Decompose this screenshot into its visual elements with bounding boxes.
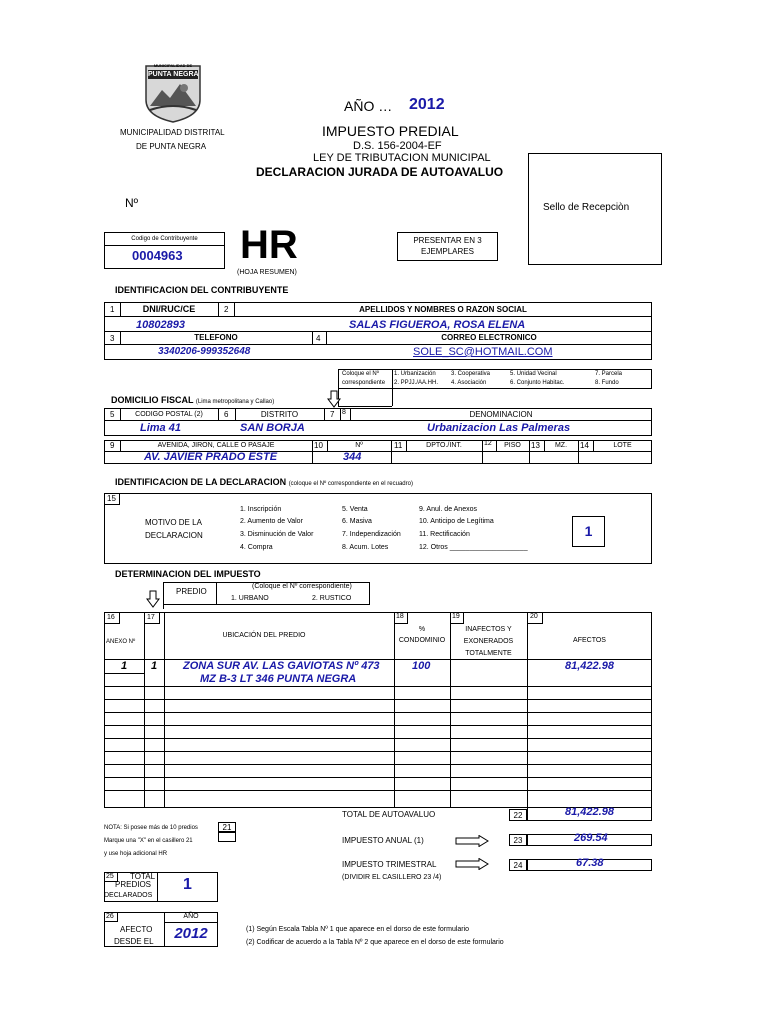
total-predios-label-3: DECLARADOS: [104, 892, 153, 899]
footnote-1: (1) Según Escala Tabla Nº 1 que aparece en el dorso de este formulario: [246, 926, 470, 933]
box-number: 21: [218, 822, 236, 832]
declaration-option: 4. Compra: [240, 544, 273, 551]
box-number: 4: [316, 334, 321, 343]
dni-value: 10802893: [136, 319, 185, 331]
row-afectos: 81,422.98: [565, 660, 614, 672]
box-number: 5: [110, 410, 115, 419]
box-number: 13: [531, 441, 540, 450]
address-type-item: 4. Asociación: [451, 380, 487, 386]
street-value: AV. JAVIER PRADO ESTE: [144, 451, 278, 463]
declaration-box: [104, 493, 652, 564]
more-predios-checkbox[interactable]: [218, 832, 236, 842]
row-pct: 100: [412, 660, 431, 672]
box-number: 16: [107, 614, 115, 621]
present-line2: EJEMPLARES: [421, 247, 474, 256]
dni-label: DNI/RUC/CE: [142, 304, 196, 314]
predio-option-urbano: 1. URBANO: [231, 595, 269, 602]
declaration-option: 1. Inscripción: [240, 506, 282, 513]
address-section-note: (Lima metropolitana y Callao): [195, 399, 275, 405]
row-location-1: ZONA SUR AV. LAS GAVIOTAS Nº 473: [183, 660, 380, 672]
declaration-option: 9. Anul. de Anexos: [419, 506, 477, 513]
box-number: 24: [509, 859, 527, 871]
col-pct: %: [418, 626, 426, 633]
predio-option-rustico: 2. RUSTICO: [312, 595, 352, 602]
piso-label: PISO: [504, 442, 521, 449]
footnote-2: (2) Codificar de acuerdo a la Tabla Nº 2 que aparece en el dorso de este formulario: [246, 939, 504, 946]
annual-tax-label: IMPUESTO ANUAL (1): [342, 836, 424, 845]
dpto-label: DPTO./INT.: [426, 442, 462, 449]
box-number: 14: [580, 441, 589, 450]
email-value: SOLE_SC@HOTMAIL.COM: [413, 346, 553, 358]
declaration-section-title-text: IDENTIFICACION DE LA DECLARACION: [115, 477, 287, 487]
col-anexo: ANEXO Nº: [106, 639, 136, 645]
quarterly-tax-note: (DIVIDIR EL CASILLERO 23 /4): [342, 874, 442, 881]
total-autoavaluo-label: TOTAL DE AUTOAVALUO: [342, 810, 436, 819]
row-col17: 1: [150, 660, 158, 672]
address-type-item: 3. Cooperativa: [451, 371, 491, 377]
declaration-section-title: [115, 477, 413, 487]
col-ubicacion: UBICACIÓN DEL PREDIO: [222, 632, 306, 639]
note-line2: Marque una "X" en el casillero 21: [104, 838, 193, 844]
contributor-code-label: Codigo de Contribuyente: [131, 236, 198, 242]
row-anexo: 1: [120, 660, 128, 672]
box-number: 12: [484, 440, 492, 447]
annual-tax-value: 269.54: [574, 832, 608, 844]
quarterly-tax-label: IMPUESTO TRIMESTRAL: [342, 860, 437, 869]
declaration-option: 6. Masiva: [342, 518, 372, 525]
address-type-item: 7. Parcela: [595, 371, 623, 377]
municipality-line1: MUNICIPALIDAD DISTRITAL: [120, 128, 225, 137]
right-arrow-icon: [455, 834, 489, 846]
declaration-option: 7. Independización: [342, 531, 401, 538]
denomination-label: DENOMINACION: [469, 410, 533, 419]
col-afectos: AFECTOS: [573, 637, 606, 644]
total-predios-value: 1: [183, 876, 192, 893]
afecto-label: AFECTO: [120, 925, 153, 934]
predio-label: PREDIO: [176, 587, 207, 596]
phone-value: 3340206-999352648: [158, 346, 251, 357]
postal-value: Lima 41: [140, 422, 181, 434]
motive-line1: MOTIVO DE LA: [145, 518, 202, 527]
box-number: 25: [106, 873, 114, 880]
total-predios-label-2: PREDIOS: [115, 880, 152, 889]
mz-label: MZ.: [554, 442, 568, 449]
declaration-option: 5. Venta: [342, 506, 368, 513]
box-number: 23: [509, 834, 527, 846]
street-label: AVENIDA, JIRON, CALLE O PASAJE: [157, 442, 275, 449]
box-number: 20: [530, 613, 538, 620]
declaration-option: 12. Otros ____________________: [419, 544, 528, 551]
logo-name-text: PUNTA NEGRA: [148, 71, 199, 78]
col-condominio: CONDOMINIO: [398, 637, 446, 644]
key-note-2: correspondiente: [342, 380, 386, 386]
box-number: 19: [452, 613, 460, 620]
declaration-section-note: (coloque el Nº correspondiente en el recuadro): [288, 481, 413, 487]
motive-line2: DECLARACION: [145, 531, 203, 540]
note-line3: y use hoja adicional HR: [104, 851, 168, 857]
district-label: DISTRITO: [260, 410, 299, 419]
number-label-addr: Nº: [355, 442, 363, 449]
quarterly-tax-value: 67.38: [576, 857, 604, 869]
note-line1: NOTA: Si posee más de 10 predios: [104, 825, 198, 831]
declaration-value: 1: [584, 523, 593, 539]
number-value: 344: [343, 451, 362, 463]
desde-label: DESDE EL: [114, 937, 154, 946]
present-line1: PRESENTAR EN 3: [413, 236, 482, 245]
municipality-line2: DE PUNTA NEGRA: [136, 142, 207, 151]
name-value: SALAS FIGUEROA, ROSA ELENA: [349, 319, 526, 331]
tax-section-title: DETERMINACION DEL IMPUESTO: [115, 569, 261, 579]
contributor-section-title: IDENTIFICACION DEL CONTRIBUYENTE: [115, 285, 289, 295]
down-arrow-icon: [146, 590, 160, 608]
col-inafectos-2: EXONERADOS: [463, 638, 514, 645]
declaration-option: 3. Disminución de Valor: [240, 531, 314, 538]
row-location-2: MZ B-3 LT 346 PUNTA NEGRA: [200, 673, 357, 685]
form-title: DECLARACION JURADA DE AUTOAVALUO: [256, 165, 504, 179]
col-inafectos-3: TOTALMENTE: [465, 650, 512, 657]
email-label: CORREO ELECTRONICO: [441, 333, 537, 342]
total-predios-label-1: TOTAL: [130, 872, 156, 881]
declaration-option: 10. Anticipo de Legítima: [419, 518, 494, 525]
box-number: 18: [396, 613, 404, 620]
afecto-year-value: 2012: [174, 925, 208, 942]
box-number: 22: [509, 809, 527, 821]
decree-text: D.S. 156-2004-EF: [353, 140, 442, 152]
box-number: 17: [147, 614, 155, 621]
box-number: 9: [110, 441, 115, 450]
key-note-1: Coloque el Nº: [342, 371, 379, 377]
down-arrow-icon: [327, 390, 341, 408]
year-label: AÑO …: [344, 98, 393, 114]
denomination-value: Urbanizacion Las Palmeras: [427, 422, 571, 434]
contributor-code-value: 0004963: [132, 248, 183, 263]
name-label: APELLIDOS Y NOMBRES O RAZON SOCIAL: [359, 305, 527, 314]
box-number: 8: [342, 409, 346, 416]
box-number: 1: [110, 305, 115, 314]
box-number: 7: [330, 410, 335, 419]
right-arrow-icon: [455, 857, 489, 869]
address-type-item: 8. Fundo: [595, 380, 619, 386]
box-number: 6: [224, 410, 229, 419]
hr-title: HR: [240, 223, 298, 267]
postal-label: CODIGO POSTAL (2): [135, 411, 203, 418]
col-inafectos-1: INAFECTOS Y: [465, 626, 512, 633]
lote-label: LOTE: [613, 442, 632, 449]
box-number: 3: [110, 334, 115, 343]
declaration-option: 2. Aumento de Valor: [240, 518, 303, 525]
box-number: 11: [394, 441, 403, 450]
box-number: 10: [314, 441, 323, 450]
logo-top-text: MUNICIPALIDAD DE: [153, 63, 193, 68]
declaration-option: 11. Rectificación: [419, 531, 470, 538]
law-text: LEY DE TRIBUTACION MUNICIPAL: [313, 152, 491, 164]
address-type-item: 5. Unidad Vecinal: [510, 371, 557, 377]
box-number: 2: [224, 305, 229, 314]
form-tax-title: IMPUESTO PREDIAL: [322, 123, 459, 139]
box-number: 26: [106, 913, 114, 920]
phone-label: TELEFONO: [194, 333, 238, 342]
address-type-item: 2. PPJJ./AA.HH.: [394, 380, 439, 386]
number-label: Nº: [125, 196, 139, 210]
declaration-option: 8. Acum. Lotes: [342, 544, 389, 551]
box-number: 15: [107, 494, 116, 503]
reception-stamp-label: Sello de Recepciòn: [543, 202, 630, 213]
district-value: SAN BORJA: [240, 422, 305, 434]
afecto-year-label: AÑO: [183, 913, 199, 920]
predio-note: (Coloque el Nº correspondiente): [252, 583, 352, 590]
year-value: 2012: [409, 96, 445, 113]
address-type-item: 6. Conjunto Habitac.: [510, 380, 565, 386]
address-section-title: [111, 395, 274, 405]
hr-subtitle: (HOJA RESUMEN): [237, 269, 297, 276]
total-autoavaluo-value: 81,422.98: [565, 806, 614, 818]
address-type-item: 1. Urbanización: [394, 371, 436, 377]
address-section-title-text: DOMICILIO FISCAL: [111, 395, 194, 405]
